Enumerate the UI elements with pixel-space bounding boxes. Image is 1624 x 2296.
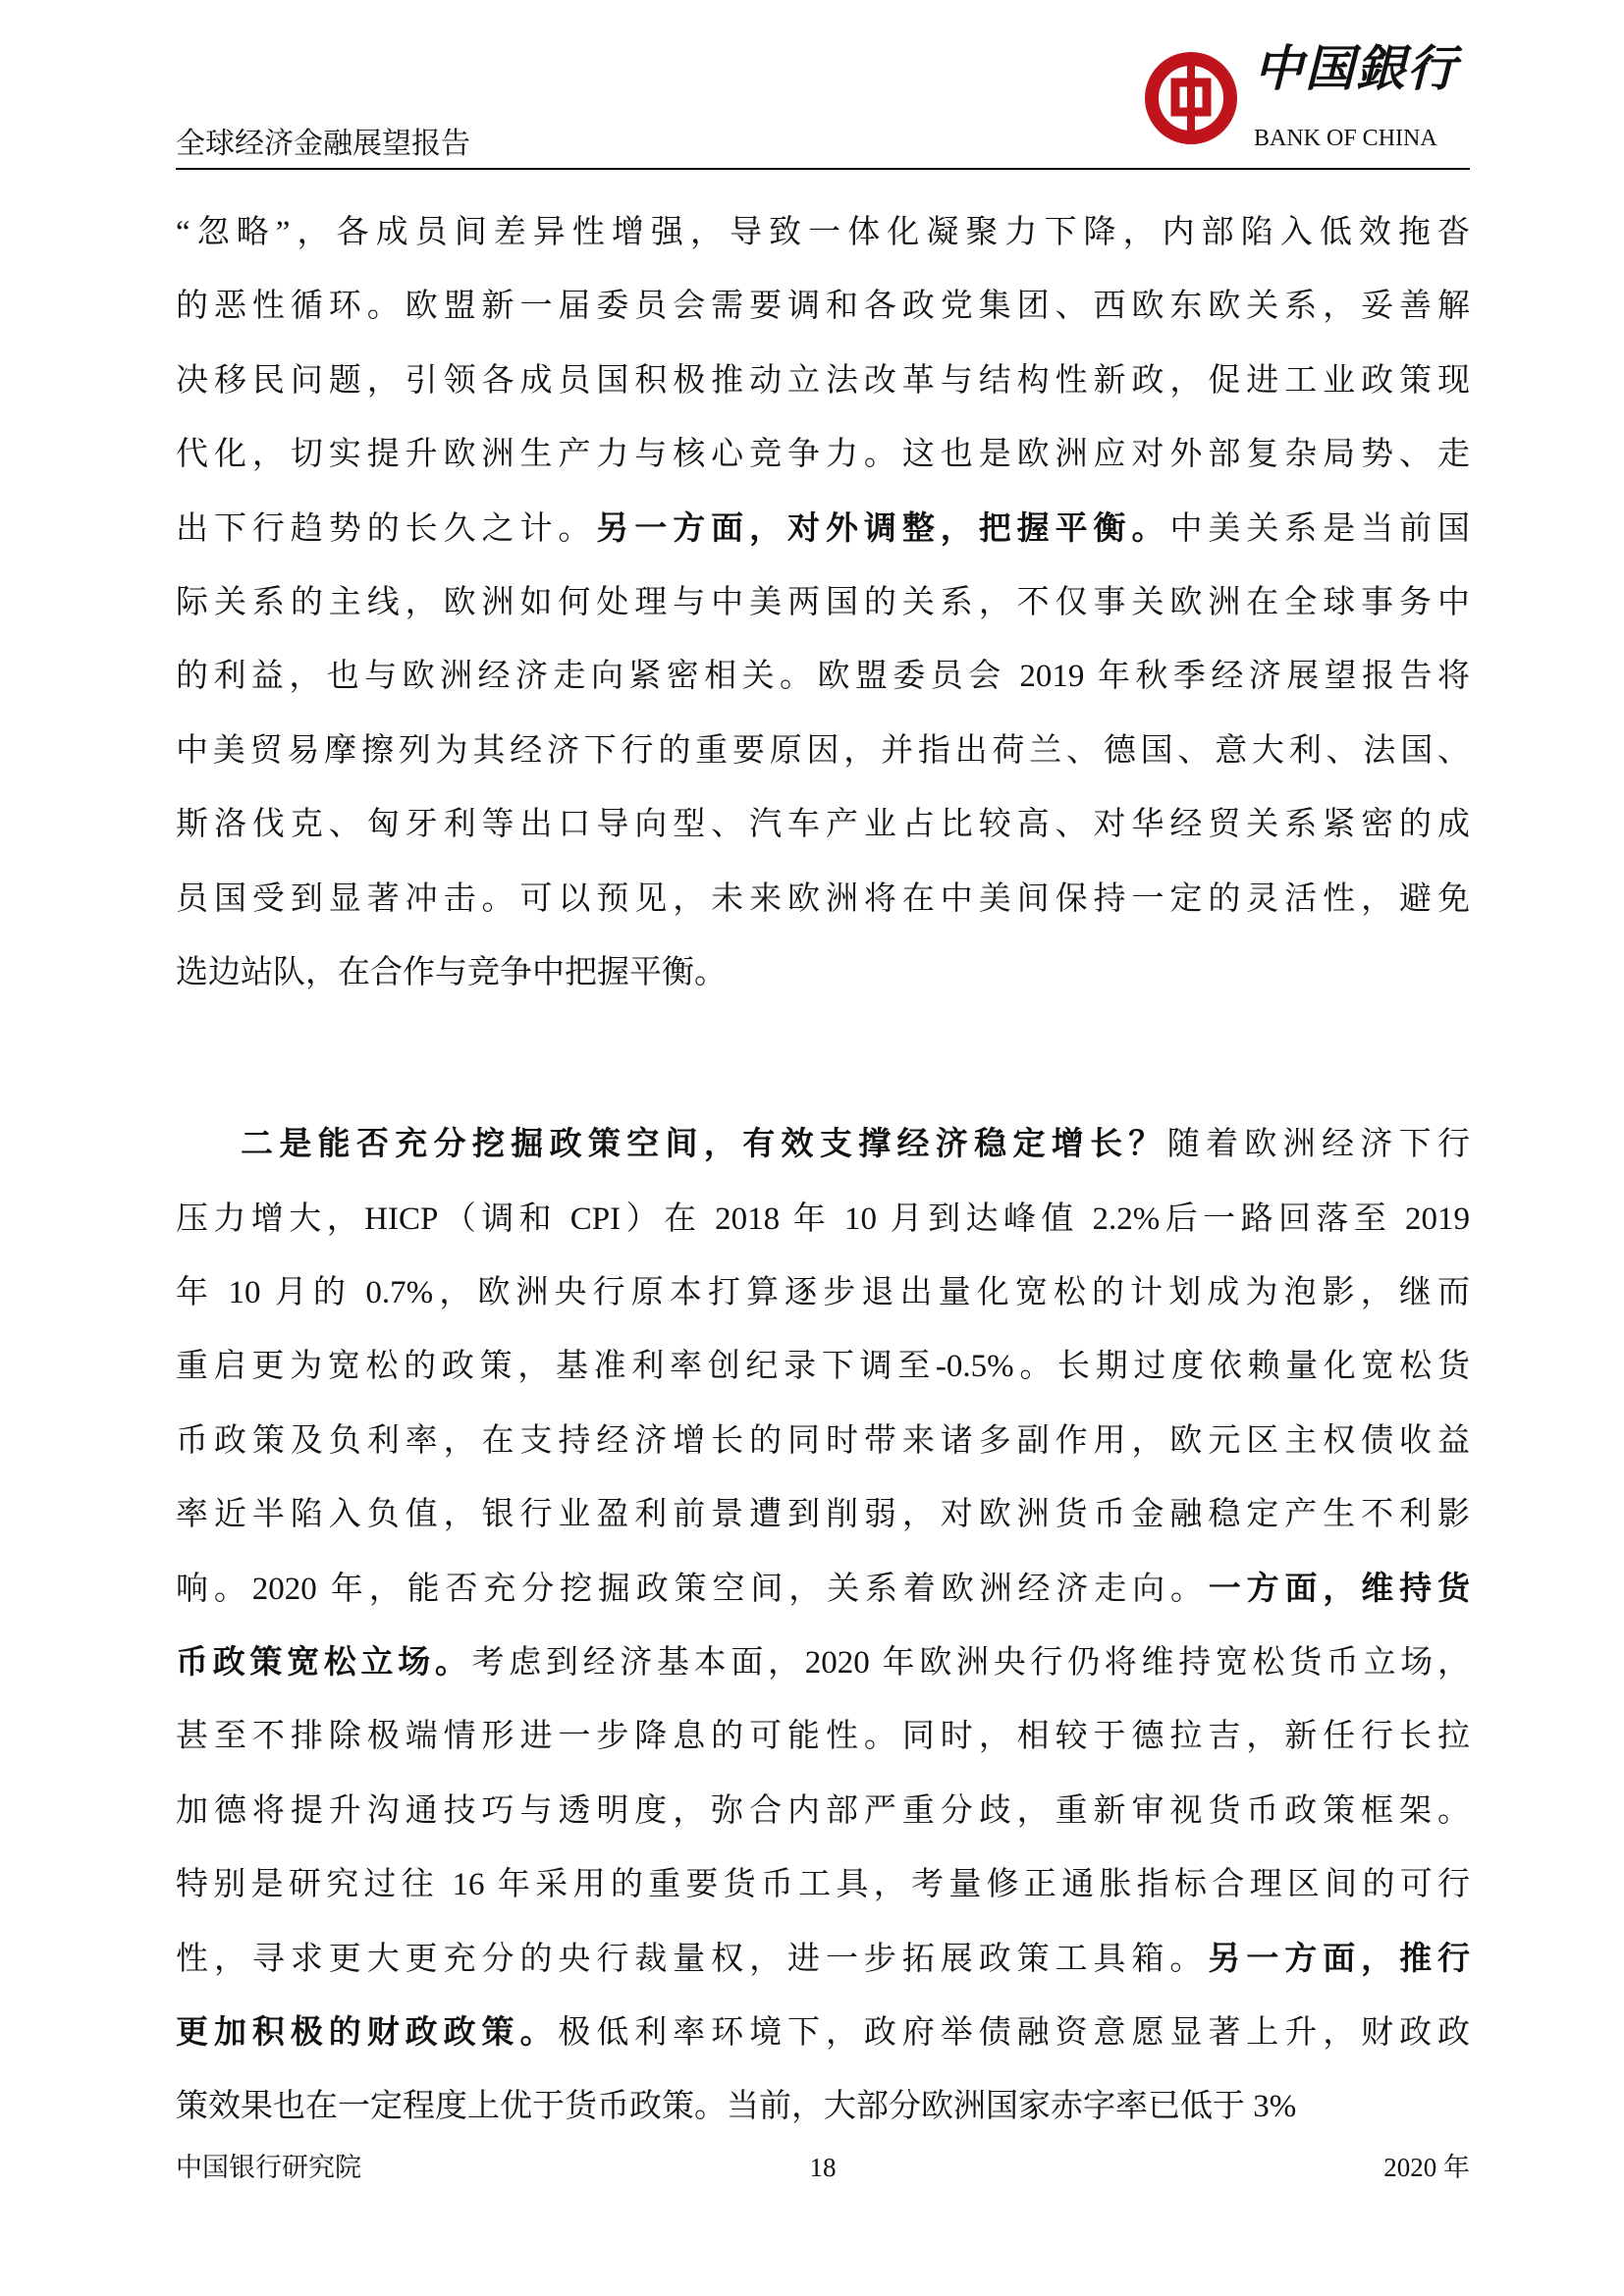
text-line bbox=[176, 1478, 1470, 1552]
text-line bbox=[176, 1700, 1470, 1774]
text-span: 极低利率环境下，政府举债融资意愿显著上升，财政政 bbox=[558, 2014, 1471, 2051]
text-span: 的恶性循环。欧盟新一届委员会需要调和各政党集团、西欧东欧关系，妥善解 bbox=[176, 289, 1470, 325]
logo-english-text: BANK OF CHINA bbox=[1254, 126, 1437, 151]
text-line bbox=[176, 566, 1470, 640]
text-line bbox=[176, 1775, 1470, 1848]
text-line bbox=[176, 1553, 1470, 1627]
text-span: 压力增大，HICP（调和 CPI）在 2018 年 10 月到达峰值 2.2%后一路回落至 2019 bbox=[176, 1201, 1470, 1237]
bold-text: 更加积极的财政政策。 bbox=[176, 2014, 559, 2051]
text-span: 员国受到显著冲击。可以预见，未来欧洲将在中美间保持一定的灵活性，避免 bbox=[176, 881, 1470, 917]
text-span: 的利益，也与欧洲经济走向紧密相关。欧盟委员会 2019 年秋季经济展望报告将 bbox=[176, 659, 1470, 695]
text-span: 中美关系是当前国 bbox=[1169, 510, 1471, 547]
text-line bbox=[176, 1923, 1470, 1997]
page-number: 18 bbox=[809, 2153, 837, 2182]
text-span: 甚至不排除极端情形进一步降息的可能性。同时，相较于德拉吉，新任行长拉 bbox=[176, 1719, 1470, 1755]
bank-logo-icon bbox=[1144, 27, 1242, 165]
paragraph bbox=[176, 1108, 1470, 2144]
text-line bbox=[176, 493, 1470, 566]
text-line bbox=[176, 418, 1470, 492]
text-span: 重启更为宽松的政策，基准利率创纪录下调至-0.5%。长期过度依赖量化宽松货 bbox=[176, 1349, 1470, 1385]
text-span: 随着欧洲经济下行 bbox=[1166, 1127, 1471, 1163]
report-title: 全球经济金融展望报告 bbox=[176, 128, 470, 160]
text-span: 中美贸易摩擦列为其经济下行的重要原因，并指出荷兰、德国、意大利、法国、 bbox=[176, 732, 1470, 769]
text-span: 策效果也在一定程度上优于货币政策。当前，大部分欧洲国家赤字率已低于 3% bbox=[176, 2089, 1297, 2125]
text-line bbox=[176, 2070, 1470, 2144]
text-span: 率近半陷入负值，银行业盈利前景遭到削弱，对欧洲货币金融稳定产生不利影 bbox=[176, 1497, 1470, 1533]
bold-text: 另一方面，对外调整，把握平衡。 bbox=[596, 510, 1170, 547]
footer-year: 2020 年 bbox=[1383, 2153, 1470, 2182]
paragraph bbox=[176, 196, 1470, 1010]
bold-text: 另一方面，推行 bbox=[1208, 1941, 1471, 1977]
text-span: 特别是研究过往 16 年采用的重要货币工具，考量修正通胀指标合理区间的可行 bbox=[176, 1867, 1470, 1903]
text-span: 性，寻求更大更充分的央行裁量权，进一步拓展政策工具箱。 bbox=[176, 1941, 1209, 1977]
text-span: 年 10 月的 0.7%，欧洲央行原本打算逐步退出量化宽松的计划成为泡影，继而 bbox=[176, 1275, 1470, 1311]
document-body bbox=[176, 196, 1470, 2145]
header-divider bbox=[176, 168, 1470, 170]
text-span: 决移民问题，引领各成员国积极推动立法改革与结构性新政，促进工业政策现 bbox=[176, 362, 1470, 399]
text-line bbox=[176, 1256, 1470, 1330]
text-span: 斯洛伐克、匈牙利等出口导向型、汽车产业占比较高、对华经贸关系紧密的成 bbox=[176, 807, 1470, 843]
text-span: 际关系的主线，欧洲如何处理与中美两国的关系，不仅事关欧洲在全球事务中 bbox=[176, 584, 1470, 620]
page-footer bbox=[176, 2148, 1470, 2187]
bold-text: 币政策宽松立场。 bbox=[176, 1645, 472, 1682]
bank-of-china-logo bbox=[1144, 27, 1468, 165]
text-line bbox=[176, 1108, 1470, 1182]
text-span: 考虑到经济基本面，2020 年欧洲央行仍将维持宽松货币立场， bbox=[471, 1645, 1471, 1682]
text-span: 加德将提升沟通技巧与透明度，弥合内部严重分歧，重新审视货币政策框架。 bbox=[176, 1792, 1470, 1829]
text-line bbox=[176, 1330, 1470, 1404]
footer-institute: 中国银行研究院 bbox=[176, 2153, 361, 2182]
text-line bbox=[176, 1183, 1470, 1256]
bold-text: 二是能否充分挖掘政策空间，有效支撑经济稳定增长？ bbox=[241, 1127, 1167, 1163]
text-line bbox=[176, 863, 1470, 936]
text-span: 出下行趋势的长久之计。 bbox=[176, 510, 597, 547]
text-line bbox=[176, 788, 1470, 862]
text-line bbox=[176, 1997, 1470, 2070]
text-line bbox=[176, 936, 1470, 1010]
text-span: 代化，切实提升欧洲生产力与核心竞争力。这也是欧洲应对外部复杂局势、走 bbox=[176, 437, 1470, 473]
text-line bbox=[176, 270, 1470, 344]
text-line bbox=[176, 196, 1470, 270]
text-line bbox=[176, 345, 1470, 418]
bold-text: 一方面，维持货 bbox=[1208, 1571, 1470, 1607]
text-line bbox=[176, 715, 1470, 788]
text-line bbox=[176, 1627, 1470, 1700]
logo-chinese-text: 中国銀行 bbox=[1254, 41, 1458, 96]
text-span: “忽略”，各成员间差异性增强，导致一体化凝聚力下降，内部陷入低效拖沓 bbox=[176, 215, 1470, 250]
text-line bbox=[176, 1405, 1470, 1478]
text-span: 选边站队，在合作与竞争中把握平衡。 bbox=[176, 954, 727, 990]
text-span: 响。2020 年，能否充分挖掘政策空间，关系着欧洲经济走向。 bbox=[176, 1571, 1209, 1607]
text-line bbox=[176, 640, 1470, 714]
text-span: 币政策及负利率，在支持经济增长的同时带来诸多副作用，欧元区主权债收益 bbox=[176, 1422, 1470, 1459]
text-line bbox=[176, 1848, 1470, 1922]
